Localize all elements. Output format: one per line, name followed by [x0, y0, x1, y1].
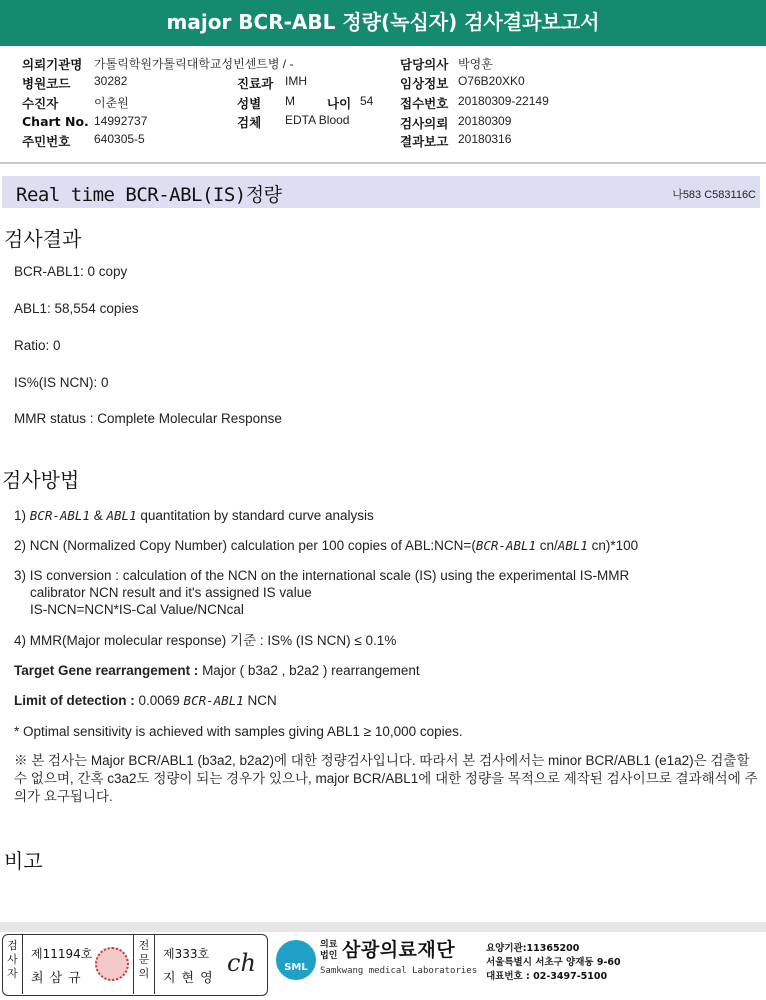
info-label: 성별 [237, 96, 262, 111]
institution-code: 요양기관:11365200 [486, 943, 580, 954]
handwritten-signature: ch [227, 949, 256, 977]
limit-of-detection [14, 692, 277, 709]
limit-label: Limit of detection : [14, 693, 135, 708]
info-value: 박영훈 [458, 57, 493, 71]
logo-icon: SML [276, 940, 316, 980]
info-label: 결과보고 [400, 134, 449, 149]
institution-address: 서울특별시 서초구 양재동 9-60 [486, 957, 621, 968]
info-label: 주민번호 [22, 134, 71, 149]
info-value: 이춘원 [94, 96, 129, 110]
info-label: 검체 [237, 115, 262, 130]
result-line: BCR-ABL1: 0 copy [14, 264, 128, 279]
sign-role: 전문의 [133, 935, 155, 994]
license-number: 제333호 [163, 947, 210, 961]
method-text: cn)*100 [587, 538, 639, 553]
license-number: 제11194호 [31, 947, 93, 961]
signature-box [2, 934, 268, 996]
gene-name: ABL1 [557, 538, 588, 553]
footer-band [0, 922, 766, 932]
method-line-4: 4) MMR(Major molecular response) 기준 : IS% (IS NCN) ≤ 0.1% [14, 633, 397, 648]
signer-name: 지현영 [163, 971, 219, 986]
info-value: 20180309-22149 [458, 94, 549, 108]
logo-tag-line: 의료 [320, 940, 338, 950]
method-text: calibrator NCN result and it's assigned IS value [30, 585, 312, 600]
gene-name: BCR-ABL1 [29, 508, 90, 523]
report-info [0, 52, 766, 152]
test-title: Real time BCR-ABL(IS)정량 [16, 184, 282, 206]
info-value: 54 [360, 94, 374, 108]
info-label: 접수번호 [400, 96, 449, 111]
sensitivity-note: * Optimal sensitivity is achieved with samples giving ABL1 ≥ 10,000 copies. [14, 724, 463, 739]
info-label: 나이 [327, 96, 352, 111]
report-footer [0, 922, 766, 1000]
result-line: IS%(IS NCN): 0 [14, 375, 109, 390]
method-heading: 검사방법 [2, 468, 80, 492]
result-line: MMR status : Complete Molecular Response [14, 411, 282, 426]
info-label: 병원코드 [22, 76, 71, 91]
result-line: ABL1: 58,554 copies [14, 301, 139, 316]
method-line-2 [14, 537, 638, 554]
info-label: 진료과 [237, 76, 274, 91]
method-line-3 [14, 567, 629, 618]
method-text: 3) IS conversion : calculation of the NCN on the international scale (IS) using the experimental IS-MMR [14, 568, 630, 583]
target-gene-value: Major ( b3a2 , b2a2 ) rearrangement [198, 663, 420, 678]
gene-name: BCR-ABL1 [183, 693, 244, 708]
info-value: M [285, 94, 295, 108]
target-gene-label: Target Gene rearrangement : [14, 663, 199, 678]
logo-tag-line: 법인 [320, 951, 338, 961]
info-label: 담당의사 [400, 57, 449, 72]
institution-name: 삼광의료재단 [342, 939, 456, 961]
info-value: 가톨릭학원가톨릭대학교성빈센트병 / - [94, 57, 294, 71]
method-text: IS-NCN=NCN*IS-Cal Value/NCNcal [30, 602, 244, 617]
info-value: O76B20XK0 [458, 74, 525, 88]
gene-name: BCR-ABL1 [475, 538, 537, 553]
report-title: major BCR-ABL 정량(녹십자) 검사결과보고서 [0, 0, 766, 46]
info-label: 의뢰기관명 [22, 57, 83, 72]
info-label: 임상정보 [400, 76, 449, 91]
test-title-bar [2, 176, 760, 208]
institution-english: Samkwang medical Laboratories [320, 966, 478, 976]
info-value: 640305-5 [94, 132, 145, 146]
info-label: 검사의뢰 [400, 116, 449, 131]
institution-phone: 대표번호 : 02-3497-5100 [486, 971, 608, 982]
section-divider [0, 162, 766, 164]
method-note: ※ 본 검사는 Major BCR/ABL1 (b3a2, b2a2)에 대한 정량검사입니다. 따라서 본 검사에서는 minor BCR/ABL1 (e1a2)은 검출할 수 없으며, 간혹 c3a2도 정량이 되는 경우가 있으나, major BCR/ABL1에 대한 정량을 목적으로 제작된 검사이므로 결과해석에 주의가 요구됩니다. [14, 753, 758, 804]
remarks-heading: 비고 [4, 849, 43, 873]
info-label: 수진자 [22, 96, 59, 111]
result-line: Ratio: 0 [14, 338, 61, 353]
gene-name: ABL1 [106, 508, 137, 523]
target-gene [14, 662, 420, 679]
method-text: & [89, 508, 107, 523]
info-label: Chart No. [22, 114, 89, 129]
info-value: IMH [285, 74, 307, 88]
info-value: 30282 [94, 74, 128, 88]
method-text: 2) NCN (Normalized Copy Number) calculation per 100 copies of ABL:NCN=( [14, 538, 476, 553]
method-text: quantitation by standard curve analysis [136, 508, 374, 523]
seal-stamp [95, 947, 129, 981]
logo-tag [320, 940, 337, 962]
method-line-1 [14, 507, 374, 524]
limit-unit: NCN [243, 693, 277, 708]
info-value: EDTA Blood [285, 113, 350, 127]
signer-name: 최삼규 [31, 971, 87, 986]
method-text: 1) [14, 508, 30, 523]
info-value: 14992737 [94, 114, 148, 128]
method-text: cn/ [536, 538, 558, 553]
info-value: 20180316 [458, 132, 512, 146]
limit-value: 0.0069 [134, 693, 184, 708]
test-code: 나583 C583116C [672, 189, 756, 201]
sign-role: 검사자 [3, 935, 23, 994]
info-value: 20180309 [458, 114, 512, 128]
results-heading: 검사결과 [4, 227, 82, 251]
